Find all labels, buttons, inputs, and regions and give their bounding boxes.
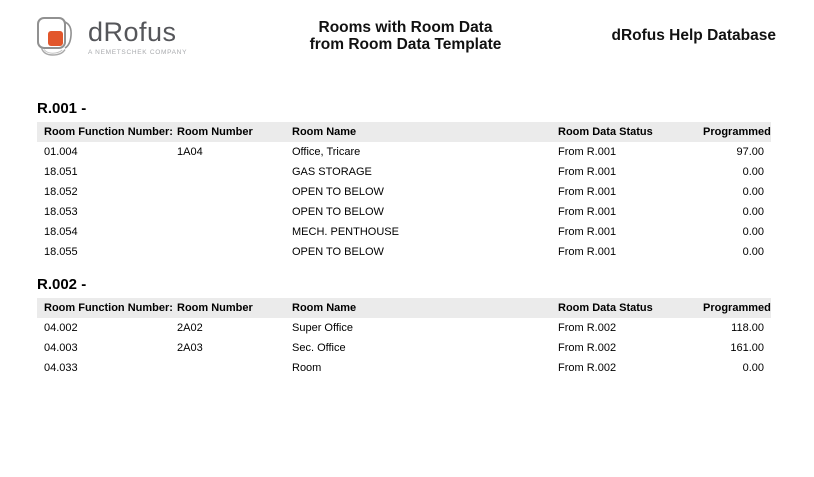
column-header-room-number: Room Number (177, 126, 253, 138)
cell-programmed: 0.00 (742, 246, 764, 258)
section-r002 (37, 276, 771, 378)
cell-room-name: OPEN TO BELOW (292, 186, 384, 198)
cell-room-name: Sec. Office (292, 342, 346, 354)
cell-room-number: 2A03 (177, 342, 203, 354)
cell-function-number: 18.051 (44, 166, 78, 178)
database-title: dRofus Help Database (611, 27, 776, 44)
cell-room-number: 1A04 (177, 146, 203, 158)
table-row (37, 202, 771, 222)
column-header-function-number: Room Function Number: (44, 126, 173, 138)
cell-room-number (170, 162, 285, 182)
table-row (37, 182, 771, 202)
cell-programmed: 0.00 (742, 186, 764, 198)
table-row (37, 318, 771, 338)
section-r001 (37, 100, 771, 262)
cell-function-number: 18.052 (44, 186, 78, 198)
cell-room-name: Office, Tricare (292, 146, 361, 158)
column-header-room-name: Room Name (292, 126, 357, 138)
column-header-programmed: Programmed (703, 302, 771, 314)
cell-status: From R.001 (558, 206, 617, 218)
section-title: R.001 - (37, 100, 87, 117)
section-divider-space (37, 262, 771, 276)
rooms-table (37, 298, 771, 378)
cell-room-name: MECH. PENTHOUSE (292, 226, 399, 238)
cell-room-name: Super Office (292, 322, 353, 334)
report-title-line1: Rooms with Room Data (318, 19, 493, 36)
cell-room-number (170, 182, 285, 202)
cell-room-number (170, 358, 285, 378)
cell-status: From R.001 (558, 166, 617, 178)
report-header (0, 0, 814, 67)
cell-room-number (170, 242, 285, 262)
table-row (37, 358, 771, 378)
column-header-function-number: Room Function Number: (44, 302, 173, 314)
section-title: R.002 - (37, 276, 87, 293)
table-header-row (37, 298, 771, 318)
report-body (0, 100, 814, 378)
cell-room-number (170, 222, 285, 242)
cell-room-number: 2A02 (177, 322, 203, 334)
logo-text (88, 14, 187, 56)
column-header-programmed: Programmed (703, 126, 771, 138)
cell-programmed: 161.00 (730, 342, 764, 354)
rooms-table (37, 122, 771, 262)
cell-programmed: 0.00 (742, 166, 764, 178)
table-row (37, 338, 771, 358)
cell-programmed: 97.00 (736, 146, 764, 158)
table-row (37, 222, 771, 242)
brand-tagline: A NEMETSCHEK COMPANY (88, 49, 188, 56)
table-row (37, 162, 771, 182)
drofus-logo (35, 14, 297, 67)
cell-programmed: 0.00 (742, 206, 764, 218)
cell-room-name: GAS STORAGE (292, 166, 372, 178)
cell-room-name: OPEN TO BELOW (292, 206, 384, 218)
cell-programmed: 0.00 (742, 362, 764, 374)
column-header-status: Room Data Status (558, 126, 653, 138)
cell-function-number: 18.054 (44, 226, 78, 238)
cell-room-name: OPEN TO BELOW (292, 246, 384, 258)
cell-status: From R.002 (558, 322, 617, 334)
table-row (37, 142, 771, 162)
cell-function-number: 18.053 (44, 206, 78, 218)
cell-status: From R.002 (558, 342, 617, 354)
column-header-status: Room Data Status (558, 302, 653, 314)
cell-status: From R.001 (558, 226, 617, 238)
cell-programmed: 0.00 (742, 226, 764, 238)
cell-programmed: 118.00 (731, 322, 764, 334)
cell-status: From R.001 (558, 186, 617, 198)
report-title-line2: from Room Data Template (309, 36, 502, 53)
cell-status: From R.001 (558, 146, 617, 158)
report-title (297, 19, 514, 53)
cell-function-number: 01.004 (44, 146, 78, 158)
brand-name: dRofus (88, 17, 177, 47)
cell-function-number: 04.003 (44, 342, 78, 354)
cell-room-number (170, 202, 285, 222)
cell-status: From R.001 (558, 246, 617, 258)
table-header-row (37, 122, 771, 142)
cell-function-number: 04.002 (44, 322, 78, 334)
column-header-room-number: Room Number (177, 302, 253, 314)
cell-function-number: 04.033 (44, 362, 78, 374)
column-header-room-name: Room Name (292, 302, 357, 314)
cell-room-name: Room (292, 362, 322, 374)
table-row (37, 242, 771, 262)
cell-function-number: 18.055 (44, 246, 78, 258)
cell-status: From R.002 (558, 362, 617, 374)
drofus-logo-icon (35, 14, 81, 67)
